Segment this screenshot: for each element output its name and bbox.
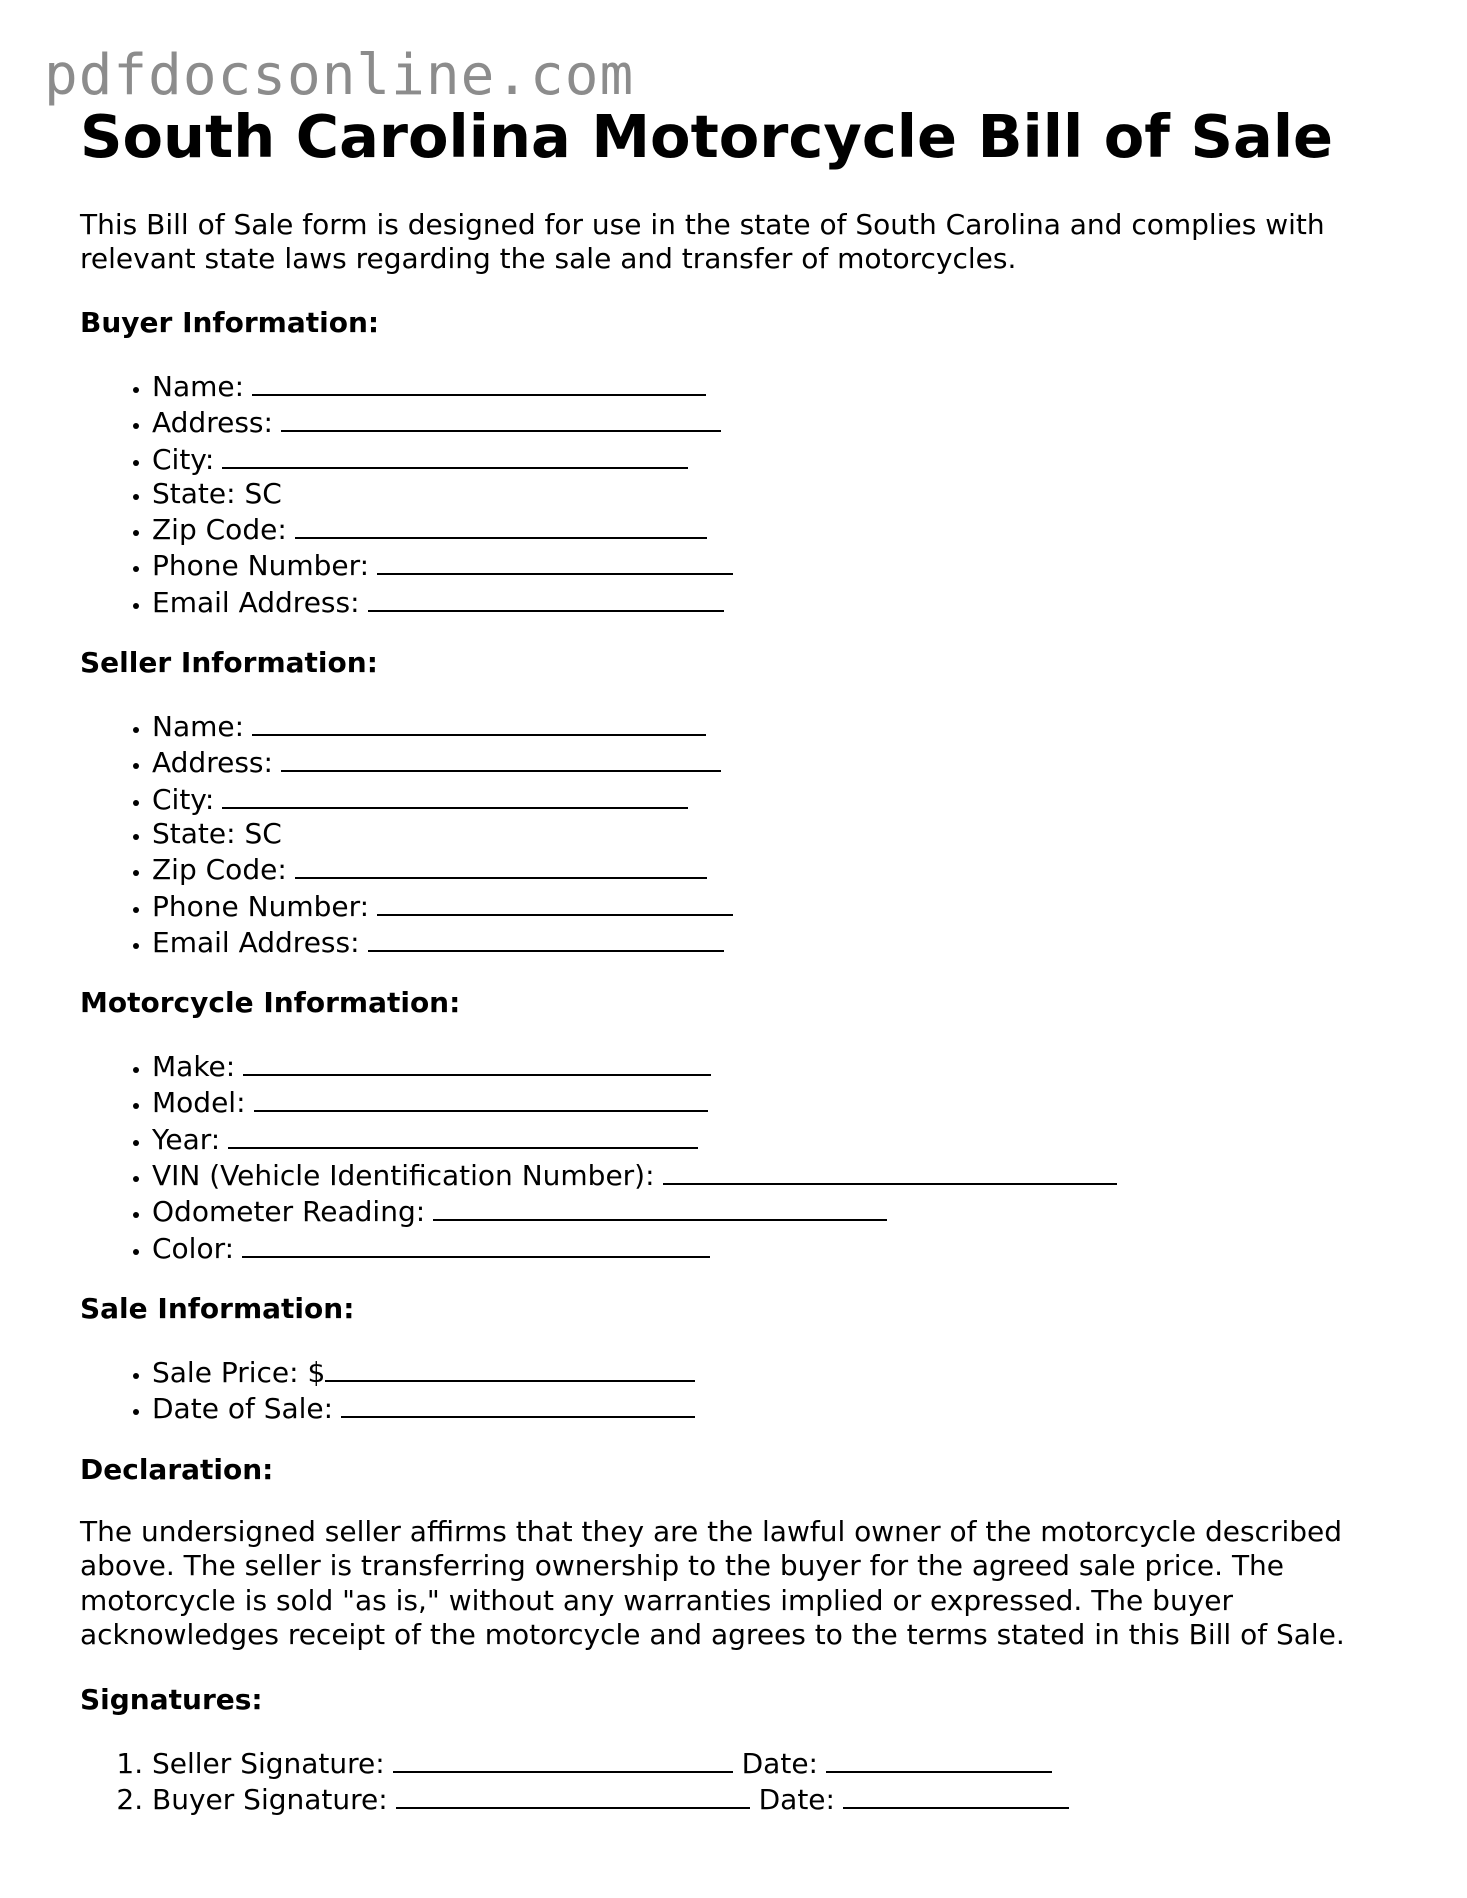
motorcycle-model-label: Model: [152, 1086, 246, 1120]
buyer-name-item [152, 368, 1400, 404]
motorcycle-color-blank[interactable] [242, 1230, 710, 1258]
seller-zip-item [152, 851, 1400, 887]
motorcycle-color-item [152, 1230, 1400, 1266]
seller-email-item [152, 924, 1400, 960]
sale-heading: Sale Information: [80, 1291, 355, 1325]
sale-price-item [152, 1354, 1400, 1390]
seller-phone-blank[interactable] [377, 888, 733, 916]
seller-list [80, 708, 1400, 960]
seller-address-blank[interactable] [281, 744, 721, 772]
buyer-zip-item [152, 511, 1400, 547]
buyer-phone-blank[interactable] [377, 547, 733, 575]
buyer-address-item [152, 404, 1400, 440]
signatures-heading: Signatures: [80, 1682, 263, 1716]
declaration-paragraph: The undersigned seller affirms that they are the lawful owner of the motorcycle described above. The seller is transferring ownership to the buyer for the agreed sale price. The motorcycle is sold "as is," without any warranties implied or expressed. The buyer acknowledges receipt of the motorcycle and agrees to the terms stated in this Bill of Sale. [80, 1514, 1345, 1652]
buyer-city-label: City: [152, 442, 215, 476]
seller-phone-item [152, 888, 1400, 924]
buyer-list [80, 368, 1400, 620]
buyer-email-label: Email Address: [152, 585, 360, 619]
motorcycle-color-label: Color: [152, 1231, 235, 1265]
motorcycle-year-blank[interactable] [228, 1121, 698, 1149]
motorcycle-make-item [152, 1048, 1400, 1084]
buyer-signature-item [152, 1781, 1400, 1817]
buyer-zip-label: Zip Code: [152, 513, 287, 547]
signatures-list [80, 1745, 1400, 1818]
sale-list [80, 1354, 1400, 1427]
sale-date-item [152, 1390, 1400, 1426]
motorcycle-list [80, 1048, 1400, 1266]
buyer-zip-blank[interactable] [295, 511, 707, 539]
motorcycle-make-blank[interactable] [243, 1048, 711, 1076]
watermark: pdfdocsonline.com [44, 43, 635, 108]
buyer-signature-date-blank[interactable] [843, 1781, 1069, 1809]
buyer-name-label: Name: [152, 370, 245, 403]
seller-signature-blank[interactable] [393, 1745, 733, 1773]
seller-signature-date-blank[interactable] [826, 1745, 1052, 1773]
buyer-email-blank[interactable] [368, 584, 724, 612]
sale-price-label: Sale Price: $ [152, 1355, 326, 1389]
buyer-city-item [152, 441, 1400, 477]
seller-signature-date-label: Date: [741, 1746, 818, 1780]
seller-signature-label: Seller Signature: [152, 1746, 385, 1780]
document-page [80, 100, 1400, 1843]
buyer-signature-date-label: Date: [758, 1782, 835, 1816]
buyer-signature-blank[interactable] [396, 1781, 750, 1809]
motorcycle-vin-blank[interactable] [663, 1157, 1117, 1185]
seller-heading: Seller Information: [80, 646, 378, 680]
sale-date-blank[interactable] [341, 1390, 695, 1418]
buyer-name-blank[interactable] [252, 368, 706, 396]
declaration-heading: Declaration: [80, 1452, 274, 1486]
motorcycle-year-label: Year: [152, 1122, 221, 1156]
buyer-email-item [152, 584, 1400, 620]
motorcycle-heading: Motorcycle Information: [80, 986, 461, 1020]
page-title: South Carolina Motorcycle Bill of Sale [80, 102, 1334, 171]
buyer-address-label: Address: [152, 406, 273, 440]
seller-name-label: Name: [152, 710, 245, 744]
motorcycle-model-blank[interactable] [254, 1084, 708, 1112]
seller-email-blank[interactable] [368, 924, 724, 952]
buyer-phone-label: Phone Number: [152, 549, 370, 583]
seller-email-label: Email Address: [152, 925, 360, 959]
motorcycle-make-label: Make: [152, 1050, 236, 1084]
motorcycle-odometer-label: Odometer Reading: [152, 1195, 426, 1229]
seller-zip-blank[interactable] [295, 851, 707, 879]
sale-date-label: Date of Sale: [152, 1392, 334, 1426]
buyer-signature-label: Buyer Signature: [152, 1782, 388, 1816]
seller-name-blank[interactable] [252, 708, 706, 736]
motorcycle-model-item [152, 1084, 1400, 1120]
motorcycle-vin-item [152, 1157, 1400, 1193]
seller-signature-item [152, 1745, 1400, 1781]
buyer-phone-item [152, 547, 1400, 583]
intro-paragraph: This Bill of Sale form is designed for use in the state of South Carolina and complies with relevant state laws regarding the sale and transfer of motorcycles. [80, 208, 1325, 275]
motorcycle-odometer-blank[interactable] [433, 1193, 887, 1221]
seller-city-blank[interactable] [222, 781, 688, 809]
seller-phone-label: Phone Number: [152, 889, 370, 923]
seller-city-label: City: [152, 782, 215, 816]
buyer-state-label: State: SC [152, 476, 282, 510]
seller-address-label: Address: [152, 746, 273, 780]
sale-price-blank[interactable] [325, 1354, 695, 1382]
buyer-city-blank[interactable] [222, 441, 688, 469]
seller-city-item [152, 781, 1400, 817]
seller-address-item [152, 744, 1400, 780]
seller-name-item [152, 708, 1400, 744]
motorcycle-year-item [152, 1121, 1400, 1157]
buyer-address-blank[interactable] [281, 404, 721, 432]
buyer-heading: Buyer Information: [80, 306, 380, 339]
seller-zip-label: Zip Code: [152, 853, 287, 887]
buyer-state-item [152, 477, 1400, 511]
motorcycle-odometer-item [152, 1193, 1400, 1229]
motorcycle-vin-label: VIN (Vehicle Identification Number): [152, 1159, 655, 1193]
seller-state-item [152, 817, 1400, 851]
seller-state-label: State: SC [152, 816, 282, 850]
